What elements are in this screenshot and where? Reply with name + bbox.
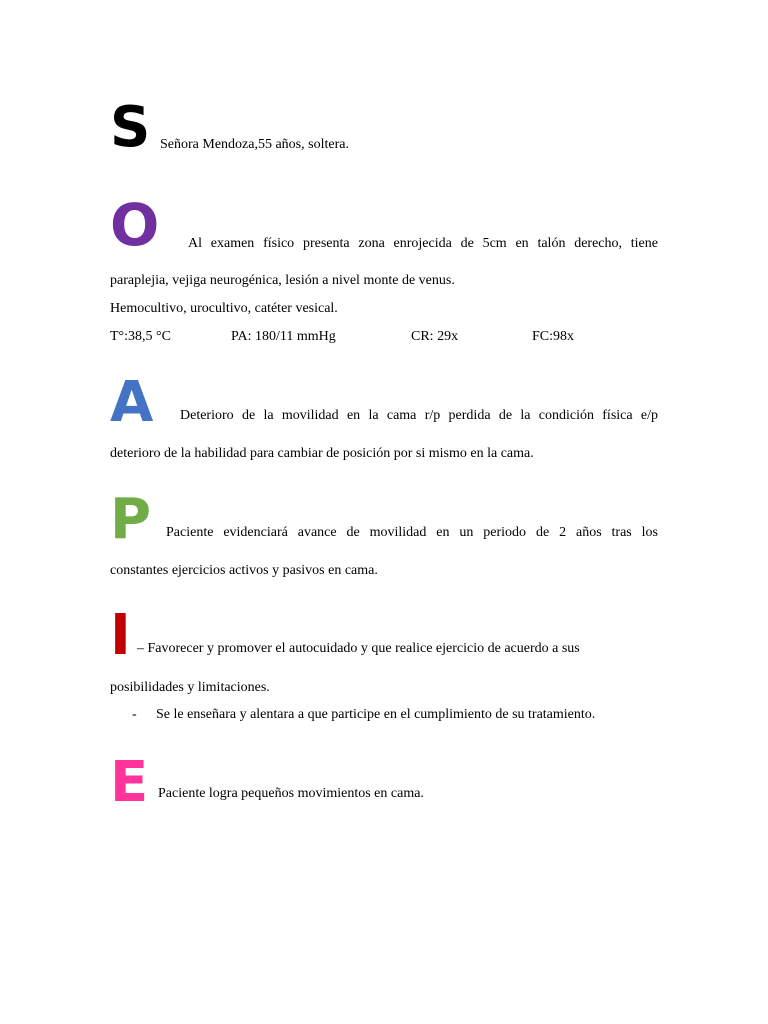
vital-temperature: T°:38,5 °C <box>110 329 171 344</box>
soap-letter-a: A <box>110 370 154 435</box>
vital-signs-row <box>110 329 670 349</box>
soap-letter-e: E <box>110 750 149 815</box>
objective-text-line1: Al examen físico presenta zona enrojecida de 5cm en talón derecho, tiene <box>188 236 658 251</box>
plan-text-line1: Paciente evidenciará avance de movilidad en un periodo de 2 años tras los <box>166 525 658 540</box>
intervention-bullet-text: Se le enseñara y alentara a que participe en el cumplimiento de su tratamiento. <box>156 707 596 722</box>
vital-heart-rate: FC:98x <box>532 329 575 344</box>
vital-respiratory-rate: CR: 29x <box>411 329 459 344</box>
evaluation-text: Paciente logra pequeños movimientos en cama. <box>158 786 424 801</box>
intervention-text-line2: posibilidades y limitaciones. <box>110 680 270 695</box>
assessment-text-line2: deterioro de la habilidad para cambiar de posición por si mismo en la cama. <box>110 446 534 461</box>
assessment-text-line1: Deterioro de la movilidad en la cama r/p perdida de la condición física e/p <box>180 408 658 423</box>
subjective-text: Señora Mendoza,55 años, soltera. <box>160 137 349 152</box>
intervention-text-line1: – Favorecer y promover el autocuidado y que realice ejercicio de acuerdo a sus <box>137 641 580 656</box>
soap-letter-p: P <box>110 487 152 552</box>
plan-text-line2: constantes ejercicios activos y pasivos en cama. <box>110 563 378 578</box>
vital-blood-pressure: PA: 180/11 mmHg <box>231 329 336 344</box>
soap-letter-o: O <box>110 191 160 259</box>
intervention-bullet-marker: - <box>132 707 137 722</box>
objective-text-line3: Hemocultivo, urocultivo, catéter vesical. <box>110 301 338 316</box>
soap-letter-s: S <box>110 95 151 160</box>
soap-letter-i: I <box>110 603 131 668</box>
objective-text-line2: paraplejia, vejiga neurogénica, lesión a nivel monte de venus. <box>110 273 455 288</box>
